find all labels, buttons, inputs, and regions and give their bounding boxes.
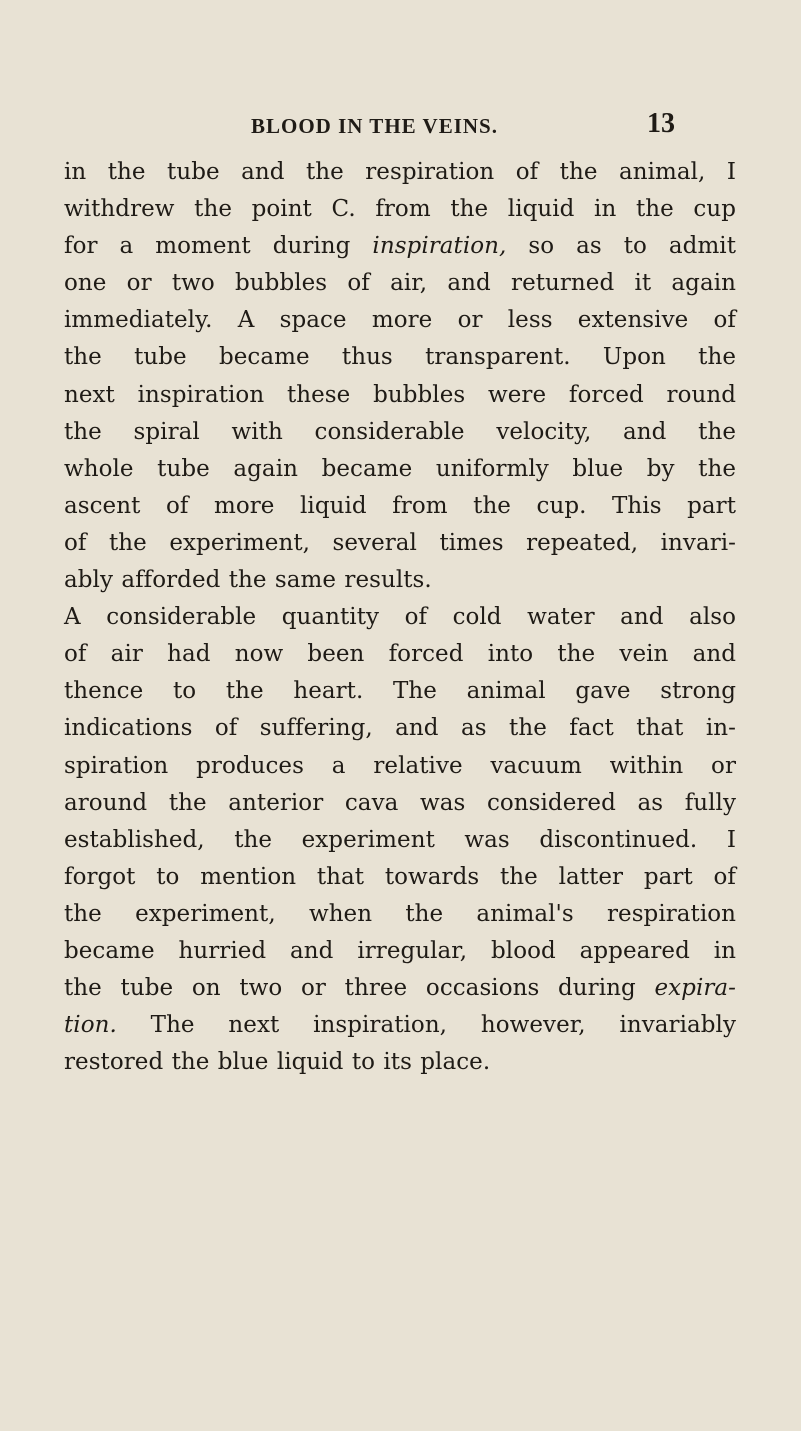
text-run: of air had now been forced into the vein and	[64, 641, 736, 668]
text-run: next inspiration these bubbles were forced round	[64, 381, 736, 408]
text-line	[64, 710, 736, 747]
text-run: immediately. A space more or less extensive of	[64, 307, 736, 334]
text-line	[64, 414, 736, 451]
text-run: of the experiment, several times repeated, invari-	[64, 529, 736, 556]
text-run: The next inspiration, however, invariably	[116, 1012, 736, 1039]
text-run: in the tube and the respiration of the animal, I	[64, 159, 736, 185]
text-line	[64, 859, 736, 896]
text-line	[64, 562, 736, 599]
text-run: so as to admit	[506, 233, 736, 260]
text-line	[64, 896, 736, 933]
text-line	[64, 228, 736, 265]
text-run: the tube became thus transparent. Upon the	[64, 344, 736, 371]
text-run: ascent of more liquid from the cup. This part	[64, 492, 736, 519]
text-line	[64, 302, 736, 339]
text-run: withdrew the point C. from the liquid in the cup	[64, 196, 736, 223]
text-line	[64, 748, 736, 785]
text-run: became hurried and irregular, blood appeared in	[64, 937, 736, 964]
text-line	[64, 525, 736, 562]
text-line	[64, 599, 736, 636]
text-run: for a moment during	[64, 233, 373, 260]
text-run: established, the experiment was discontinued. I	[64, 826, 736, 853]
text-run: the spiral with considerable velocity, and the	[64, 418, 736, 445]
text-run: one or two bubbles of air, and returned it again	[64, 270, 736, 297]
paragraph	[64, 154, 736, 599]
text-run: the tube on two or three occasions during	[64, 975, 655, 1002]
text-line	[64, 933, 736, 970]
text-line	[64, 1044, 736, 1081]
text-run: A considerable quantity of cold water and also	[64, 604, 736, 631]
text-line	[64, 451, 736, 488]
text-line	[64, 970, 736, 1007]
text-run: whole tube again became uniformly blue by the	[64, 455, 736, 482]
text-line	[64, 1007, 736, 1044]
page-number: 13	[647, 108, 675, 139]
text-run: forgot to mention that towards the latter part of	[64, 863, 736, 890]
italic-text: inspiration,	[372, 233, 507, 260]
running-title: BLOOD IN THE VEINS.	[251, 114, 498, 138]
text-line	[64, 673, 736, 710]
text-line	[64, 488, 736, 525]
body-text	[64, 154, 736, 1081]
paragraph	[64, 599, 736, 1081]
text-line	[64, 822, 736, 859]
text-run: ably afforded the same results.	[64, 567, 432, 594]
text-run: around the anterior cava was considered as fully	[64, 789, 736, 816]
text-run: thence to the heart. The animal gave strong	[64, 678, 736, 705]
text-run: spiration produces a relative vacuum within or	[64, 752, 736, 779]
text-line	[64, 339, 736, 376]
italic-text: tion.	[64, 1012, 117, 1039]
text-run: restored the blue liquid to its place.	[64, 1049, 491, 1076]
text-line	[64, 265, 736, 302]
text-line	[64, 636, 736, 673]
text-line	[64, 154, 736, 191]
text-line	[64, 191, 736, 228]
running-head	[0, 108, 801, 144]
text-run: indications of suffering, and as the fact that in-	[64, 715, 736, 742]
italic-text: expira-	[654, 975, 736, 1002]
text-run: the experiment, when the animal's respiration	[64, 900, 736, 927]
text-line	[64, 377, 736, 414]
text-line	[64, 785, 736, 822]
